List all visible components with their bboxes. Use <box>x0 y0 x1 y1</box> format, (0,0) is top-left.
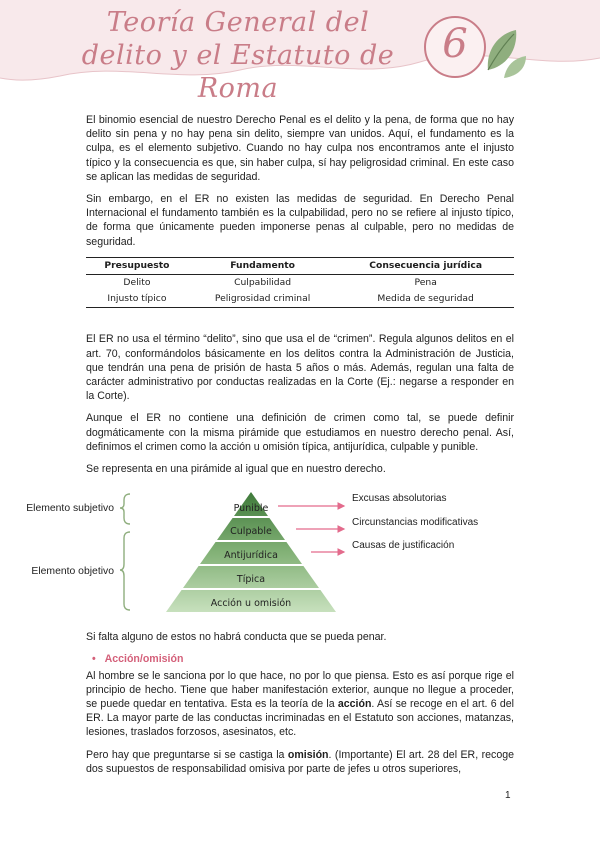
table-cell: Peligrosidad criminal <box>188 291 337 308</box>
paragraph: Si falta alguno de estos no habrá conducta que se pueda penar. <box>86 631 387 644</box>
pyramid-level-punible: Punible <box>233 503 269 515</box>
paragraph: Sin embargo, en el ER no existen las medidas de seguridad. En Derecho Penal Internacional el fundamento también es la culpabilidad, pero no se refiere al injusto típico, de forma que únicamente pueden imponerse penas al culpable, pero no medidas de seguridad. <box>86 193 514 248</box>
header-title-line1: Teoría General del <box>106 7 370 38</box>
text-run: Pero hay que preguntarse si se castiga la <box>86 748 288 761</box>
pyramid-level-accion: Acción u omisión <box>210 598 292 610</box>
paragraph: El ER no usa el término “delito”, sino que usa el de “crimen”. Regula algunos delitos en el art. 70, conformándolos básicamente en los delitos contra la Administración de Justicia, que tendrán una pena de prisión de hasta 5 años o más. Además, regulan una falta de carácter administrativo por conductas realizadas en la Corte (Ej.: negarse a responder en la Corte). <box>86 333 514 403</box>
pyramid-svg <box>6 484 526 618</box>
bold-term: acción <box>337 698 372 711</box>
table-cell: Delito <box>123 277 151 289</box>
table-header-cell: Consecuencia jurídica <box>337 257 514 274</box>
table-header-cell: Presupuesto <box>86 257 188 274</box>
leaf-small-icon <box>500 52 530 82</box>
bold-term: omisión <box>287 748 329 761</box>
table-row <box>86 275 514 292</box>
text-run: Al hombre se le sanciona por lo que hace, no por lo que piensa. Esto es así porque rige el principio de hecho. Tiene que haber manifestación exterior, aunque no llegue a proceder, se puede quedar en tentativa. Esta es la teoría de la <box>86 669 514 711</box>
table-cell: Culpabilidad <box>234 277 292 289</box>
table-cell: Injusto típico <box>86 291 188 308</box>
page-header <box>0 0 600 104</box>
header-title-line2: delito y el Estatuto de Roma <box>81 40 395 104</box>
bullet-icon: • <box>92 653 96 666</box>
paragraph: El binomio esencial de nuestro Derecho Penal es el delito y la pena, de forma que no hay delito sin pena y no hay pena sin delito, siempre van unidos. Aquí, el fundamento es la culpa, es el elemento subjetivo. Cuando no hay culpa nos encontramos ante el injusto típico y la consecuencia es que, sin haber culpa, sí hay peligrosidad criminal. En este caso se aplican las medidas de seguridad. <box>86 114 514 183</box>
annotation-causas: Causas de justificación <box>352 540 455 552</box>
section-heading <box>92 652 514 666</box>
subjective-bracket <box>120 494 130 524</box>
page-number: 1 <box>505 790 511 801</box>
section-title: Acción/omisión <box>104 653 184 666</box>
paragraph: Se representa en una pirámide al igual que en nuestro derecho. <box>86 463 386 476</box>
crime-pyramid-diagram <box>26 484 514 618</box>
table-cell: Medida de seguridad <box>337 291 514 308</box>
annotation-excusas: Excusas absolutorias <box>352 493 447 505</box>
text-run: . (Importante) El art. 28 del ER, recoge dos supuestos de responsabilidad omisiva por parte de jefes u otros superiores, <box>86 748 514 775</box>
main-content <box>26 113 514 784</box>
paragraph: Aunque el ER no contiene una definición de crimen como tal, se puede definir dogmáticamente con la misma pirámide que estudiamos en nuestro derecho penal. Así, definimos el crimen como la acción u omisión típica, antijurídica, culpable y punible. <box>86 412 514 453</box>
paragraph <box>86 748 514 776</box>
annotation-circunstancias: Circunstancias modificativas <box>352 517 479 529</box>
table-row <box>86 291 514 308</box>
table-header-row <box>86 257 514 274</box>
table-cell: Pena <box>414 277 437 289</box>
header-title <box>58 6 418 105</box>
paragraph <box>86 669 514 740</box>
pyramid-level-tipica: Típica <box>236 574 266 586</box>
table-header-cell: Fundamento <box>188 257 337 274</box>
chapter-badge <box>424 16 486 78</box>
text-run: . Así se recoge en el art. 6 del ER. La mayor parte de las conductas incriminadas en el Estatuto son acciones, matanzas, lesiones, traslados forzosos, asesinatos, etc. <box>86 698 514 739</box>
group-objective-label: Elemento objetivo <box>31 566 114 578</box>
pyramid-level-culpable: Culpable <box>230 526 272 538</box>
group-subjective-label: Elemento subjetivo <box>26 503 114 515</box>
objective-bracket <box>120 532 130 610</box>
presupuesto-table <box>86 257 514 309</box>
chapter-number: 6 <box>442 21 468 67</box>
pyramid-level-antijuridica: Antijurídica <box>224 550 278 562</box>
